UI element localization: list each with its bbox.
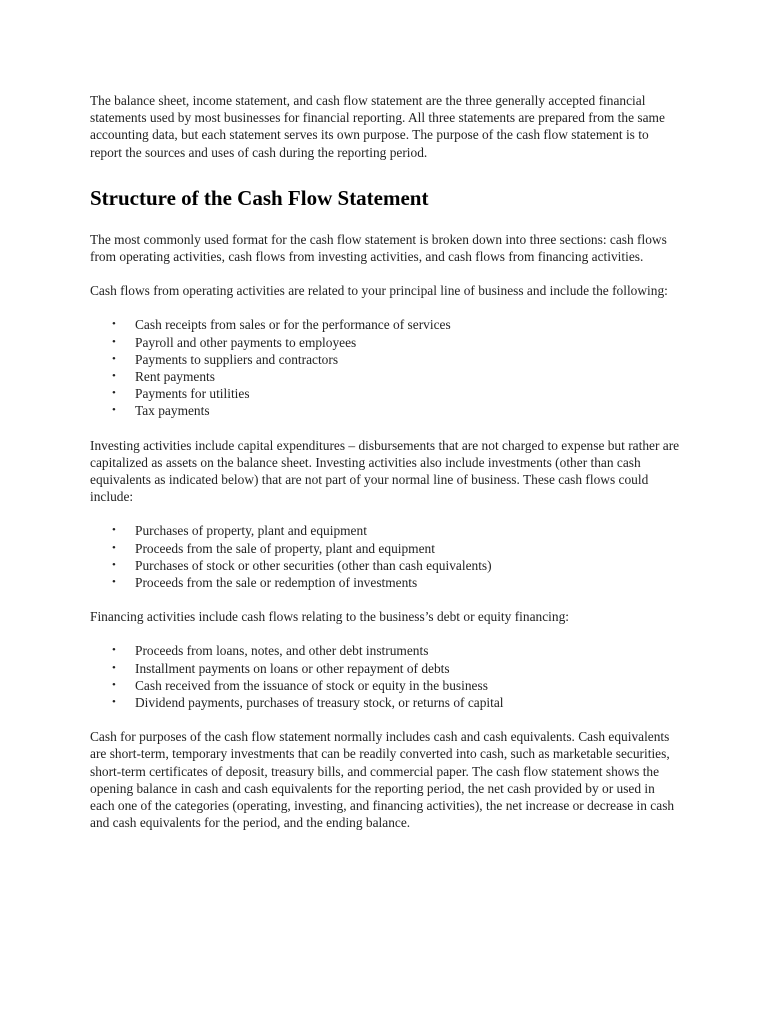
intro-paragraph: The balance sheet, income statement, and cash flow statement are the three generally accepted financial statements used by most businesses for financial reporting. All three statements are prepared from the same accounting data, but each statement serves its own purpose. The purpose of the cash flow statement is to report the sources and uses of cash during the reporting period. [90,93,665,160]
list-item [90,402,682,419]
bullet-icon: • [112,576,116,589]
list-item-text: Payments for utilities [135,386,250,402]
list-item-text: Payroll and other payments to employees [135,334,357,350]
format-paragraph: The most commonly used format for the cash flow statement is broken down into three sections: cash flows from operating activities, cash flows from investing activities, and cash flows from financing activities. [90,231,667,265]
list-item [90,557,682,574]
list-item [90,642,682,659]
bullet-icon: • [112,318,116,331]
financing-intro-paragraph: Financing activities include cash flows relating to the business’s debt or equity financing: [90,609,569,625]
bullet-icon: • [112,558,116,571]
list-item [90,385,682,402]
list-item-text: Purchases of stock or other securities (other than cash equivalents) [135,557,492,573]
list-item [90,522,682,539]
section-heading: Structure of the Cash Flow Statement [90,185,429,210]
document-page [90,92,682,832]
closing-paragraph: Cash for purposes of the cash flow statement normally includes cash and cash equivalents. Cash equivalents are short-term, temporary investments that can be readily converted into cash, such as marketable securities, short-term certificates of deposit, treasury bills, and commercial paper. The cash flow statement shows the opening balance in cash and cash equivalents for the reporting period, the net cash provided by or used in each one of the categories (operating, investing, and financing activities), the net increase or decrease in cash and cash equivalents for the period, and the ending balance. [90,729,675,831]
list-item-text: Cash receipts from sales or for the performance of services [135,317,451,333]
bullet-icon: • [112,541,116,554]
bullet-icon: • [112,524,116,537]
bullet-icon: • [112,678,116,691]
list-item [90,351,682,368]
bullet-icon: • [112,387,116,400]
list-item [90,368,682,385]
investing-intro-paragraph: Investing activities include capital expenditures – disbursements that are not charged to expense but rather are capitalized as assets on the balance sheet. Investing activities also include investments (other than cash equivalents as indicated below) that are not part of your normal line of business. These cash flows could include: [90,437,680,505]
financing-activities-list [90,642,682,711]
operating-activities-list [90,316,682,419]
list-item-text: Payments to suppliers and contractors [135,351,339,367]
list-item-text: Dividend payments, purchases of treasury stock, or returns of capital [135,695,504,711]
bullet-icon: • [112,661,116,674]
operating-intro-paragraph: Cash flows from operating activities are related to your principal line of business and include the following: [90,283,668,299]
list-item-text: Cash received from the issuance of stock or equity in the business [135,677,488,693]
bullet-icon: • [112,352,116,365]
list-item-text: Rent payments [135,369,215,385]
list-item-text: Proceeds from the sale or redemption of investments [135,575,418,591]
list-item [90,574,682,591]
list-item [90,540,682,557]
bullet-icon: • [112,404,116,417]
bullet-icon: • [112,644,116,657]
list-item [90,677,682,694]
list-item [90,334,682,351]
list-item [90,694,682,711]
list-item-text: Proceeds from the sale of property, plant and equipment [135,540,435,556]
bullet-icon: • [112,335,116,348]
list-item-text: Proceeds from loans, notes, and other debt instruments [135,643,429,659]
list-item-text: Purchases of property, plant and equipment [135,523,367,539]
investing-activities-list [90,522,682,591]
list-item-text: Installment payments on loans or other repayment of debts [135,660,450,676]
list-item [90,660,682,677]
list-item-text: Tax payments [135,403,210,419]
bullet-icon: • [112,696,116,709]
list-item [90,316,682,333]
bullet-icon: • [112,370,116,383]
